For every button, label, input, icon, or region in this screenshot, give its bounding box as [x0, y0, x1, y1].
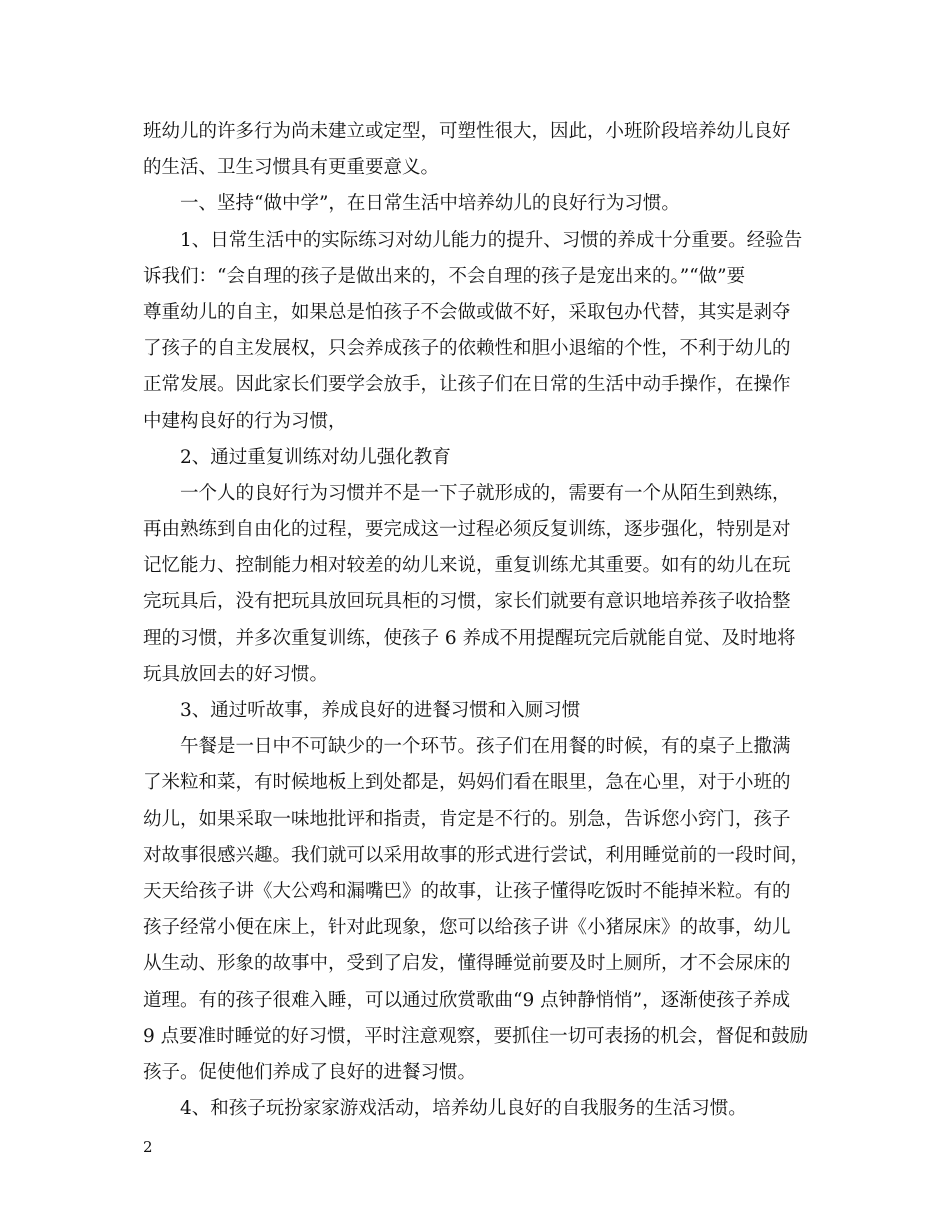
paragraph-line: 的生活、卫生习惯具有更重要意义。 — [143, 157, 440, 179]
paragraph-line: 再由熟练到自由化的过程，要完成这一过程必须反复训练，逐步强化，特别是对 — [143, 519, 791, 541]
paragraph-line: 中建构良好的行为习惯， — [143, 410, 347, 432]
document-body — [143, 114, 813, 1127]
paragraph-line: 天天给孩子讲《大公鸡和漏嘴巴》的故事，让孩子懂得吃饭时不能掉米粒。有的 — [143, 880, 791, 902]
subsection-heading: 2、通过重复训练对幼儿强化教育 — [180, 446, 451, 468]
paragraph-line: 孩子经常小便在床上，针对此现象，您可以给孩子讲《小猪尿床》的故事，幼儿 — [143, 917, 791, 939]
subsection-heading: 4、和孩子玩扮家家游戏活动，培养幼儿良好的自我服务的生活习惯。 — [180, 1098, 747, 1120]
paragraph-line: 了米粒和菜，有时候地板上到处都是，妈妈们看在眼里，急在心里，对于小班的 — [143, 772, 791, 794]
paragraph-line: 尊重幼儿的自主，如果总是怕孩子不会做或做不好，采取包办代替，其实是剥夺 — [143, 301, 791, 323]
paragraph-line: 9 点要准时睡觉的好习惯，平时注意观察，要抓住一切可表扬的机会，督促和鼓励 — [143, 1025, 809, 1047]
paragraph-line: 理的习惯，并多次重复训练，使孩子 6 养成不用提醒玩完后就能自觉、及时地将 — [143, 627, 796, 649]
section-heading: 一、坚持“做中学”，在日常生活中培养幼儿的良好行为习惯。 — [180, 193, 680, 215]
paragraph-line: 正常发展。因此家长们要学会放手，让孩子们在日常的生活中动手操作，在操作 — [143, 374, 791, 396]
paragraph-line: 从生动、形象的故事中，受到了启发，懂得睡觉前要及时上厕所，才不会尿床的 — [143, 953, 791, 975]
paragraph-line: 班幼儿的许多行为尚未建立或定型，可塑性很大，因此，小班阶段培养幼儿良好 — [143, 121, 791, 142]
paragraph-line: 记忆能力、控制能力相对较差的幼儿来说，重复训练尤其重要。如有的幼儿在玩 — [143, 555, 791, 577]
paragraph-line: 玩具放回去的好习惯。 — [143, 663, 329, 685]
paragraph-line: 诉我们：“会自理的孩子是做出来的，不会自理的孩子是宠出来的。”“做”要 — [143, 265, 746, 287]
paragraph-line: 了孩子的自主发展权，只会养成孩子的依赖性和胆小退缩的个性，不利于幼儿的 — [143, 338, 791, 360]
paragraph-line: 孩子。促使他们养成了良好的进餐习惯。 — [143, 1061, 477, 1083]
paragraph-line: 道理。有的孩子很难入睡，可以通过欣赏歌曲“9 点钟静悄悄”，逐渐使孩子养成 — [143, 989, 791, 1011]
paragraph-line: 完玩具后，没有把玩具放回玩具柜的习惯，家长们就要有意识地培养孩子收拾整 — [143, 591, 791, 613]
paragraph-line: 一个人的良好行为习惯并不是一下子就形成的，需要有一个从陌生到熟练， — [180, 482, 791, 504]
page-number: 2 — [143, 1138, 153, 1156]
paragraph-line: 午餐是一日中不可缺少的一个环节。孩子们在用餐的时候，有的桌子上撒满 — [180, 736, 791, 758]
paragraph-line: 对故事很感兴趣。我们就可以采用故事的形式进行尝试，利用睡觉前的一段时间， — [143, 844, 810, 866]
paragraph-line: 1、日常生活中的实际练习对幼儿能力的提升、习惯的养成十分重要。经验告 — [180, 229, 803, 251]
subsection-heading: 3、通过听故事，养成良好的进餐习惯和入厕习惯 — [180, 700, 581, 721]
paragraph-line: 幼儿，如果采取一味地批评和指责，肯定是不行的。别急，告诉您小窍门，孩子 — [143, 808, 791, 830]
